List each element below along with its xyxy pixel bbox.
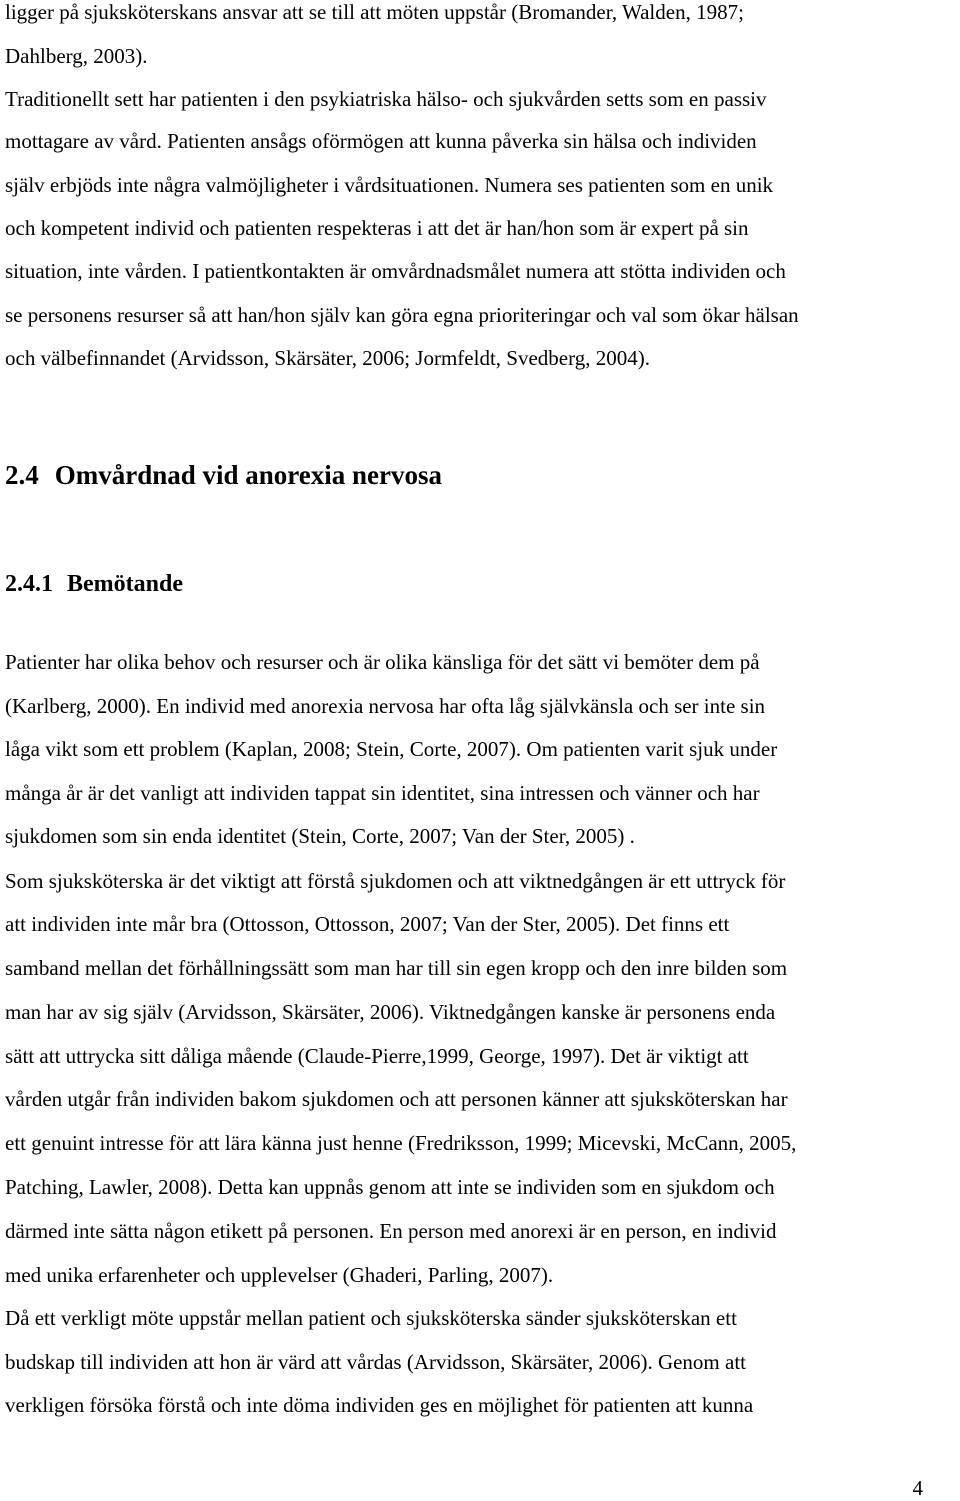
text-line: många år är det vanligt att individen tappat sin identitet, sina intressen och vänner och har <box>5 781 760 805</box>
text-line: verkligen försöka förstå och inte döma individen ges en möjlighet för patienten att kunna <box>5 1393 754 1417</box>
text-line: att individen inte mår bra (Ottosson, Ottosson, 2007; Van der Ster, 2005). Det finns ett <box>5 912 730 936</box>
subsection-heading <box>5 569 183 599</box>
text-line: se personens resurser så att han/hon själv kan göra egna prioriteringar och val som ökar hälsan <box>5 303 799 327</box>
text-line: Patienter har olika behov och resurser och är olika känsliga för det sätt vi bemöter dem på <box>5 650 760 674</box>
text-line: mottagare av vård. Patienten ansågs oförmögen att kunna påverka sin hälsa och individen <box>5 129 757 153</box>
text-line: Patching, Lawler, 2008). Detta kan uppnås genom att inte se individen som en sjukdom och <box>5 1175 775 1199</box>
text-line: sjukdomen som sin enda identitet (Stein, Corte, 2007; Van der Ster, 2005) . <box>5 824 635 848</box>
text-line: Dahlberg, 2003). <box>5 44 148 68</box>
text-line: Traditionellt sett har patienten i den psykiatriska hälso- och sjukvården setts som en passiv <box>5 87 767 111</box>
text-line: (Karlberg, 2000). En individ med anorexia nervosa har ofta låg självkänsla och ser inte sin <box>5 694 766 718</box>
subsection-title: Bemötande <box>67 571 183 597</box>
text-line: själv erbjöds inte några valmöjligheter i vårdsituationen. Numera ses patienten som en unik <box>5 173 774 197</box>
text-line: låga vikt som ett problem (Kaplan, 2008; Stein, Corte, 2007). Om patienten varit sjuk under <box>5 737 778 761</box>
text-line: med unika erfarenheter och upplevelser (Ghaderi, Parling, 2007). <box>5 1263 554 1287</box>
text-line: budskap till individen att hon är värd att vårdas (Arvidsson, Skärsäter, 2006). Genom att <box>5 1350 746 1374</box>
text-line: Som sjuksköterska är det viktigt att förstå sjukdomen och att viktnedgången är ett uttryck för <box>5 869 786 893</box>
page-number: 4 <box>912 1476 923 1500</box>
text-line: ligger på sjuksköterskans ansvar att se till att möten uppstår (Bromander, Walden, 1987; <box>5 0 744 24</box>
text-line: samband mellan det förhållningssätt som man har till sin egen kropp och den inre bilden som <box>5 956 788 980</box>
text-line: ett genuint intresse för att lära känna just henne (Fredriksson, 1999; Micevski, McCann, 2005, <box>5 1131 797 1155</box>
text-line: vården utgår från individen bakom sjukdomen och att personen känner att sjuksköterskan har <box>5 1087 788 1111</box>
section-number: 2.4 <box>5 460 39 490</box>
subsection-number: 2.4.1 <box>5 571 53 597</box>
text-line: sätt att uttrycka sitt dåliga mående (Claude-Pierre,1999, George, 1997). Det är viktigt att <box>5 1044 749 1068</box>
section-title: Omvårdnad vid anorexia nervosa <box>54 460 443 490</box>
section-heading <box>5 459 442 491</box>
text-line: och välbefinnandet (Arvidsson, Skärsäter, 2006; Jormfeldt, Svedberg, 2004). <box>5 346 650 370</box>
text-line: situation, inte vården. I patientkontakten är omvårdnadsmålet numera att stötta individen och <box>5 259 786 283</box>
text-line: man har av sig själv (Arvidsson, Skärsäter, 2006). Viktnedgången kanske är personens enda <box>5 1000 776 1024</box>
text-line: och kompetent individ och patienten respekteras i att det är han/hon som är expert på sin <box>5 216 749 240</box>
text-line: därmed inte sätta någon etikett på personen. En person med anorexi är en person, en individ <box>5 1219 777 1243</box>
text-line: Då ett verkligt möte uppstår mellan patient och sjuksköterska sänder sjuksköterskan ett <box>5 1306 737 1330</box>
